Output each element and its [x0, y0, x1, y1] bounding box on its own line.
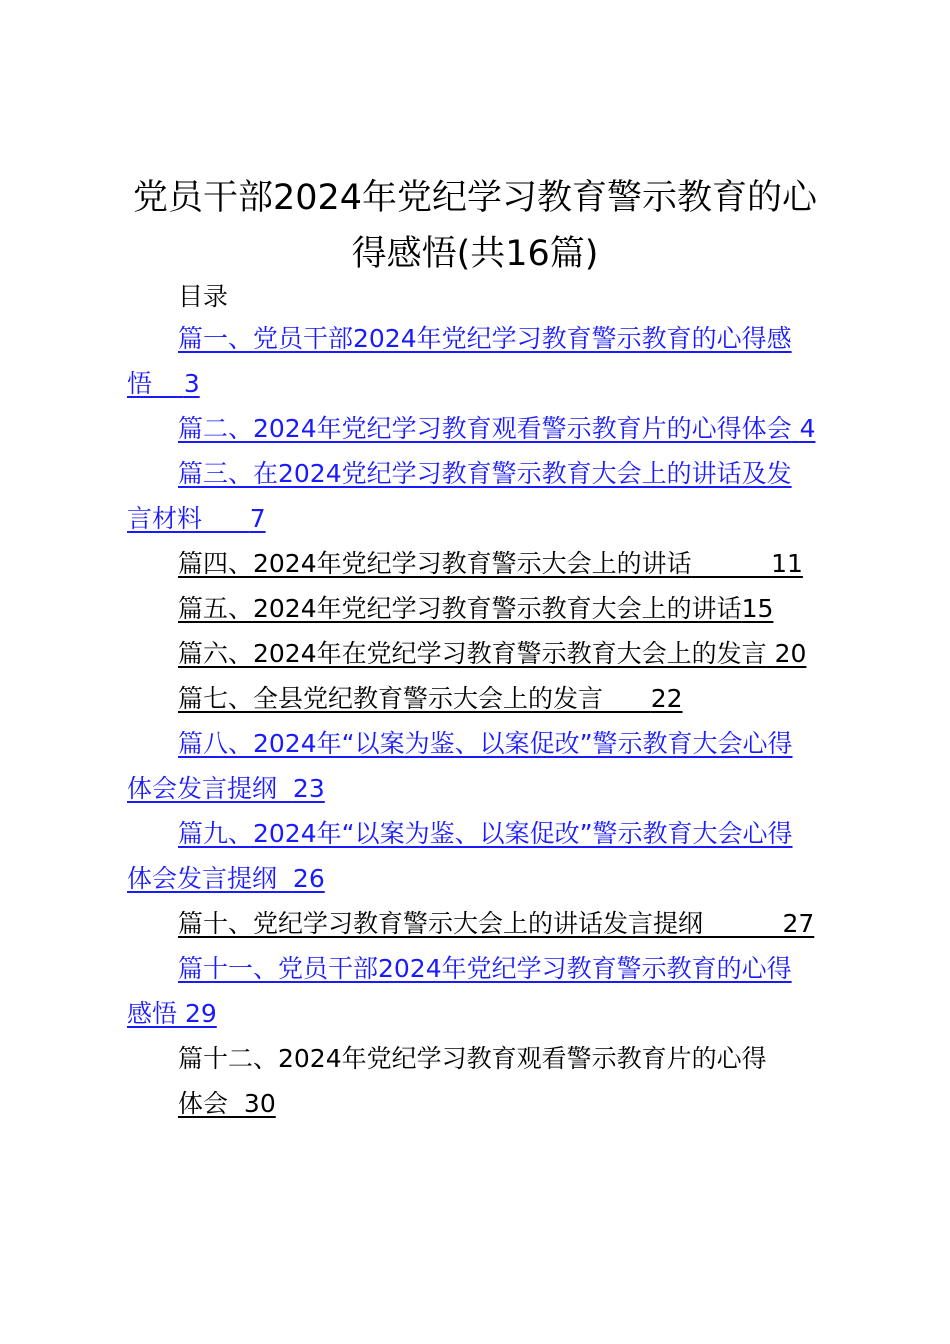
- toc-entry-title-cont: 言材料: [127, 504, 203, 533]
- toc-entry-title: 篇十二、2024年党纪学习教育观看警示教育片的心得: [178, 1044, 767, 1073]
- toc-entry-11[interactable]: [127, 953, 827, 1043]
- toc-page-number: 26: [292, 864, 325, 893]
- toc-entry-1[interactable]: [127, 323, 827, 413]
- toc-page-number: 11: [771, 549, 803, 578]
- toc-page-number: 23: [292, 774, 325, 803]
- toc-entry-9[interactable]: [127, 818, 827, 908]
- toc-page-number: 27: [782, 909, 815, 938]
- toc-page-number: 22: [650, 684, 683, 713]
- title-line-1: 党员干部2024年党纪学习教育警示教育的心: [132, 178, 818, 218]
- toc-page-number: 20: [774, 639, 807, 668]
- toc-entry-6[interactable]: [127, 638, 827, 683]
- toc-entry-title: 篇十、党纪学习教育警示大会上的讲话发言提纲: [178, 909, 704, 938]
- toc-entry-title: 篇六、2024年在党纪学习教育警示教育大会上的发言: [178, 639, 767, 668]
- toc-entry-4[interactable]: [127, 548, 827, 593]
- toc-entry-title: 篇七、全县党纪教育警示大会上的发言: [178, 684, 604, 713]
- toc-entry-7[interactable]: [127, 683, 827, 728]
- toc-entry-title: 篇五、2024年党纪学习教育警示教育大会上的讲话: [178, 594, 742, 623]
- toc-page-number: 15: [741, 594, 774, 623]
- toc-heading: 目录: [178, 282, 229, 311]
- toc-entry-12[interactable]: [127, 1043, 827, 1133]
- toc-entry-title-cont: 体会发言提纲: [127, 864, 278, 893]
- title-line-2: 得感悟(共16篇): [351, 234, 599, 274]
- toc-page-number: 29: [184, 999, 217, 1028]
- toc-entry-title: 篇三、在2024党纪学习教育警示教育大会上的讲话及发: [178, 459, 792, 488]
- toc-page-number: 3: [183, 369, 200, 398]
- toc-entry-title: 篇十一、党员干部2024年党纪学习教育警示教育的心得: [178, 954, 792, 983]
- toc-page-number: 30: [243, 1089, 276, 1118]
- toc-entry-2[interactable]: [127, 413, 827, 458]
- toc-entry-title-cont: 悟: [127, 369, 153, 398]
- toc-entry-title-cont: 体会: [178, 1089, 229, 1118]
- toc-entry-title: 篇九、2024年“以案为鉴、以案促改”警示教育大会心得: [178, 819, 793, 848]
- toc-entry-title: 篇八、2024年“以案为鉴、以案促改”警示教育大会心得: [178, 729, 793, 758]
- toc-entry-3[interactable]: [127, 458, 827, 548]
- document-title: [110, 170, 840, 282]
- toc-entry-5[interactable]: [127, 593, 827, 638]
- toc-entry-title-cont: 体会发言提纲: [127, 774, 278, 803]
- toc-entry-10[interactable]: [127, 908, 827, 953]
- toc-page-number: 7: [249, 504, 266, 533]
- toc-entry-title: 篇四、2024年党纪学习教育警示大会上的讲话: [178, 549, 692, 578]
- toc-page-number: 4: [799, 414, 816, 443]
- toc-entry-title: 篇一、党员干部2024年党纪学习教育警示教育的心得感: [178, 324, 792, 353]
- toc-entry-title-cont: 感悟: [127, 999, 178, 1028]
- toc-entry-8[interactable]: [127, 728, 827, 818]
- toc-entry-title: 篇二、2024年党纪学习教育观看警示教育片的心得体会: [178, 414, 792, 443]
